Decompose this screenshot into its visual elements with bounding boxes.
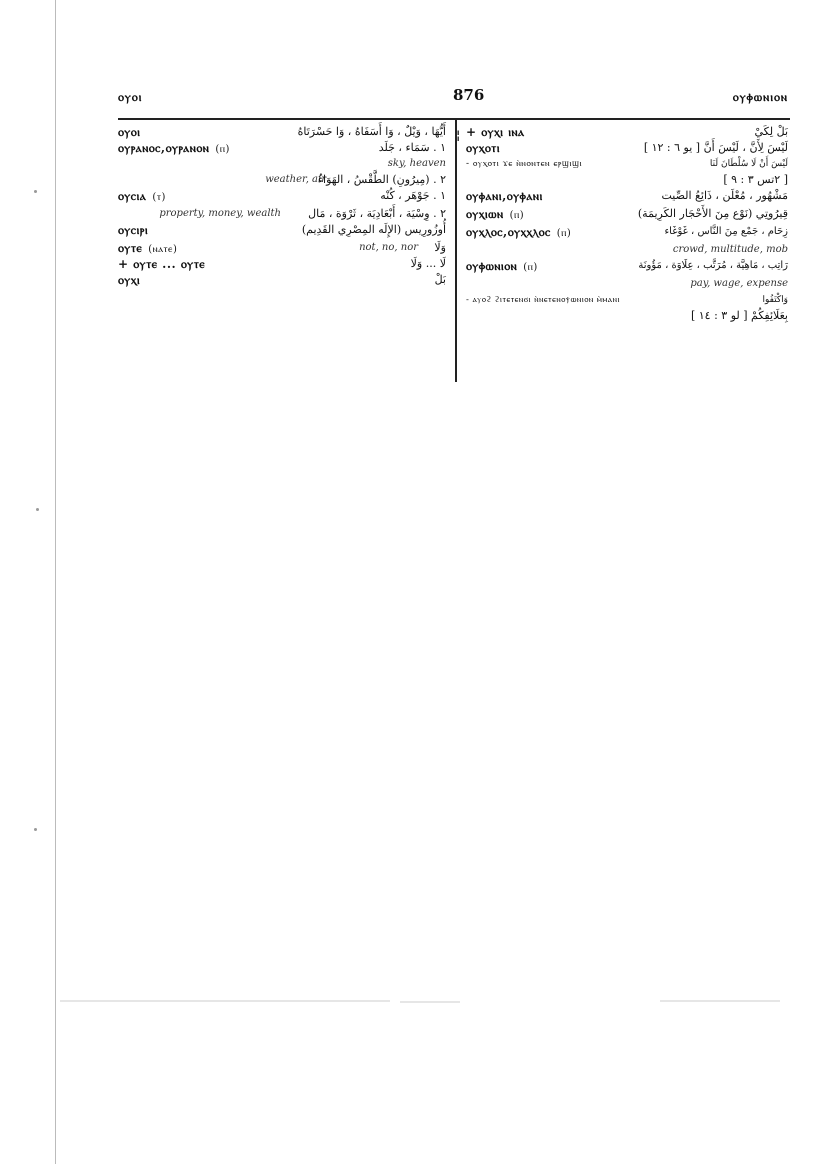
coptic-headword: ⲟⲩⲧⲉ (ⲛⲁⲧⲉ): [118, 241, 178, 255]
arabic-definition: رَاتِب ، مَاهِيَّة ، مُرَتَّب ، عِلَاوَة ، مَؤُونَة: [638, 260, 788, 271]
bleed-through-line: [400, 1001, 460, 1003]
dictionary-entry: [118, 240, 446, 256]
arabic-definition: ١ . سَمَاء ، جَلَد: [378, 141, 446, 154]
column-divider: [455, 120, 457, 382]
dictionary-entry: [466, 242, 788, 258]
coptic-example: - ⲁⲩⲟϩ ϩⲓⲧⲉⲧⲉⲛϭⲓ ⲛ̀ⲛⲉⲧⲉⲛⲟⲯⲱⲛⲓⲟⲛ ⲙ̀ⲙⲁⲛⲓ: [466, 295, 620, 305]
coptic-headword: ⲟⲩⲭⲗⲟⲥ,ⲟⲩⲭⲭⲗⲟⲥ (ⲡ): [466, 225, 572, 239]
coptic-headword: ⲟⲩⲣⲁⲛⲟⲥ,ⲟⲩⲣⲁⲛⲟⲛ (ⲡ): [118, 141, 230, 155]
scan-speck: [36, 508, 39, 511]
arabic-definition: بَلْ: [434, 273, 446, 286]
verse-reference: [ ٢تس ٣ : ٩ ]: [723, 173, 788, 186]
dictionary-entry: [118, 256, 446, 272]
header-last-entry: ⲟⲩⲫⲱⲛⲓⲟⲛ: [732, 90, 788, 104]
dictionary-entry: [118, 124, 446, 140]
arabic-definition: ٢ . وِسْيَة ، أَبْعَادِيَة ، ثَرْوَة ، مَال: [308, 207, 446, 220]
header-first-entry: ⲟⲩⲟⲓ: [118, 90, 143, 104]
arabic-definition: وَلَا: [434, 241, 446, 254]
coptic-headword: ⲟⲩⲥⲓⲁ (ⲧ): [118, 189, 166, 203]
english-gloss: crowd, multitude, mob: [672, 244, 788, 255]
bleed-through-line: [660, 1000, 780, 1002]
coptic-headword: + ⲟⲩⲧⲉ ... ⲟⲩⲧⲉ: [118, 257, 206, 271]
coptic-headword: ⲟⲩⲫⲱⲛⲓⲟⲛ (ⲡ): [466, 259, 538, 273]
arabic-definition: وَاكْتَفُوا: [762, 295, 788, 305]
dictionary-entry: [466, 258, 788, 276]
dictionary-entry: [466, 172, 788, 188]
verse-reference: بِعَلَائِفِكُمْ [ لو ٣ : ١٤ ]: [690, 309, 788, 322]
english-gloss: pay, wage, expense: [690, 278, 788, 289]
left-column: [118, 124, 446, 290]
page-number: 876: [453, 86, 485, 104]
dictionary-entry: [118, 188, 446, 206]
english-gloss: not, no, nor: [359, 242, 418, 253]
arabic-definition: زِحَام ، جَمْع مِنَ النَّاس ، غَوْغَاء: [664, 226, 788, 237]
arabic-definition: بَلْ لِكَيْ: [754, 125, 788, 138]
arabic-definition: لَيْسَ أَنْ لَا سُلْطَانَ لَنَا: [709, 159, 788, 169]
arabic-definition: قِيرُوتِي (نَوْع مِنَ الأَحْجَار الكَرِيمَة): [637, 207, 788, 220]
coptic-example: - ⲟⲩⲭⲟⲧⲓ ϫⲉ ⲛ̀ⲛⲟⲛⲧⲉⲛ ⲉⲣϣⲓϣⲓ: [466, 159, 583, 169]
scan-speck: [34, 190, 37, 193]
coptic-headword: ⲟⲩⲭⲓⲱⲛ (ⲡ): [466, 207, 525, 221]
header-rule: [118, 118, 790, 120]
column-break-mark: ¦: [456, 128, 461, 142]
scan-speck: [34, 828, 37, 831]
dictionary-entry: [466, 140, 788, 156]
arabic-definition: لَيْسَ لِأَنَّ ، لَيْسَ أَنَّ [ يو ٦ : ١٢ ]: [643, 141, 788, 154]
arabic-definition: أَيُّهَا ، وَيْلٌ ، وَا أَسَفَاهُ ، وَا حَسْرَتَاهُ: [297, 125, 446, 138]
dictionary-entry: [118, 272, 446, 290]
coptic-headword: + ⲟⲩⲭⲓ ⲓⲛⲁ: [466, 125, 525, 139]
dictionary-entry: [466, 206, 788, 224]
arabic-definition: أُوزُورِيس (الإِلَه المِصْرِي القَدِيم): [301, 223, 446, 236]
dictionary-entry: [466, 308, 788, 324]
dictionary-entry: [118, 222, 446, 240]
arabic-definition: ٢ . (مِيرُونِ) الطَّقْسُ ، الهَوَاءُ: [317, 173, 446, 186]
bleed-through-line: [60, 1000, 390, 1002]
page-header: [118, 86, 788, 108]
dictionary-entry: [466, 224, 788, 242]
dictionary-entry: [466, 188, 788, 206]
dictionary-entry: [118, 206, 446, 222]
dictionary-entry: [118, 140, 446, 156]
english-gloss: weather, air: [265, 174, 326, 185]
coptic-headword: ⲟⲩⲟⲓ: [118, 125, 141, 139]
coptic-headword: ⲟⲩⲥⲓⲣⲓ: [118, 223, 149, 237]
english-gloss: sky, heaven: [387, 158, 446, 169]
dictionary-entry: [466, 124, 788, 140]
coptic-headword: ⲟⲩⲭⲟⲧⲓ: [466, 141, 501, 155]
dictionary-entry: [466, 276, 788, 292]
coptic-headword: ⲟⲩⲫⲁⲛⲓ,ⲟⲩⲫⲁⲛⲓ: [466, 189, 543, 203]
right-column: [466, 124, 788, 324]
dictionary-entry: [466, 156, 788, 172]
dictionary-entry: [118, 156, 446, 172]
english-gloss: property, money, wealth: [159, 208, 281, 219]
arabic-definition: لَا ... وَلَا: [410, 257, 446, 270]
coptic-headword: ⲟⲩⲭⲓ: [118, 273, 141, 287]
dictionary-entry: [466, 292, 788, 308]
arabic-definition: ١ . جَوْهَر ، كُنْه: [380, 189, 446, 202]
dictionary-entry: [118, 172, 446, 188]
arabic-definition: مَشْهُور ، مُعْلَن ، ذَائِعُ الصِّيت: [661, 189, 788, 202]
page-binding-edge: [55, 0, 56, 1164]
